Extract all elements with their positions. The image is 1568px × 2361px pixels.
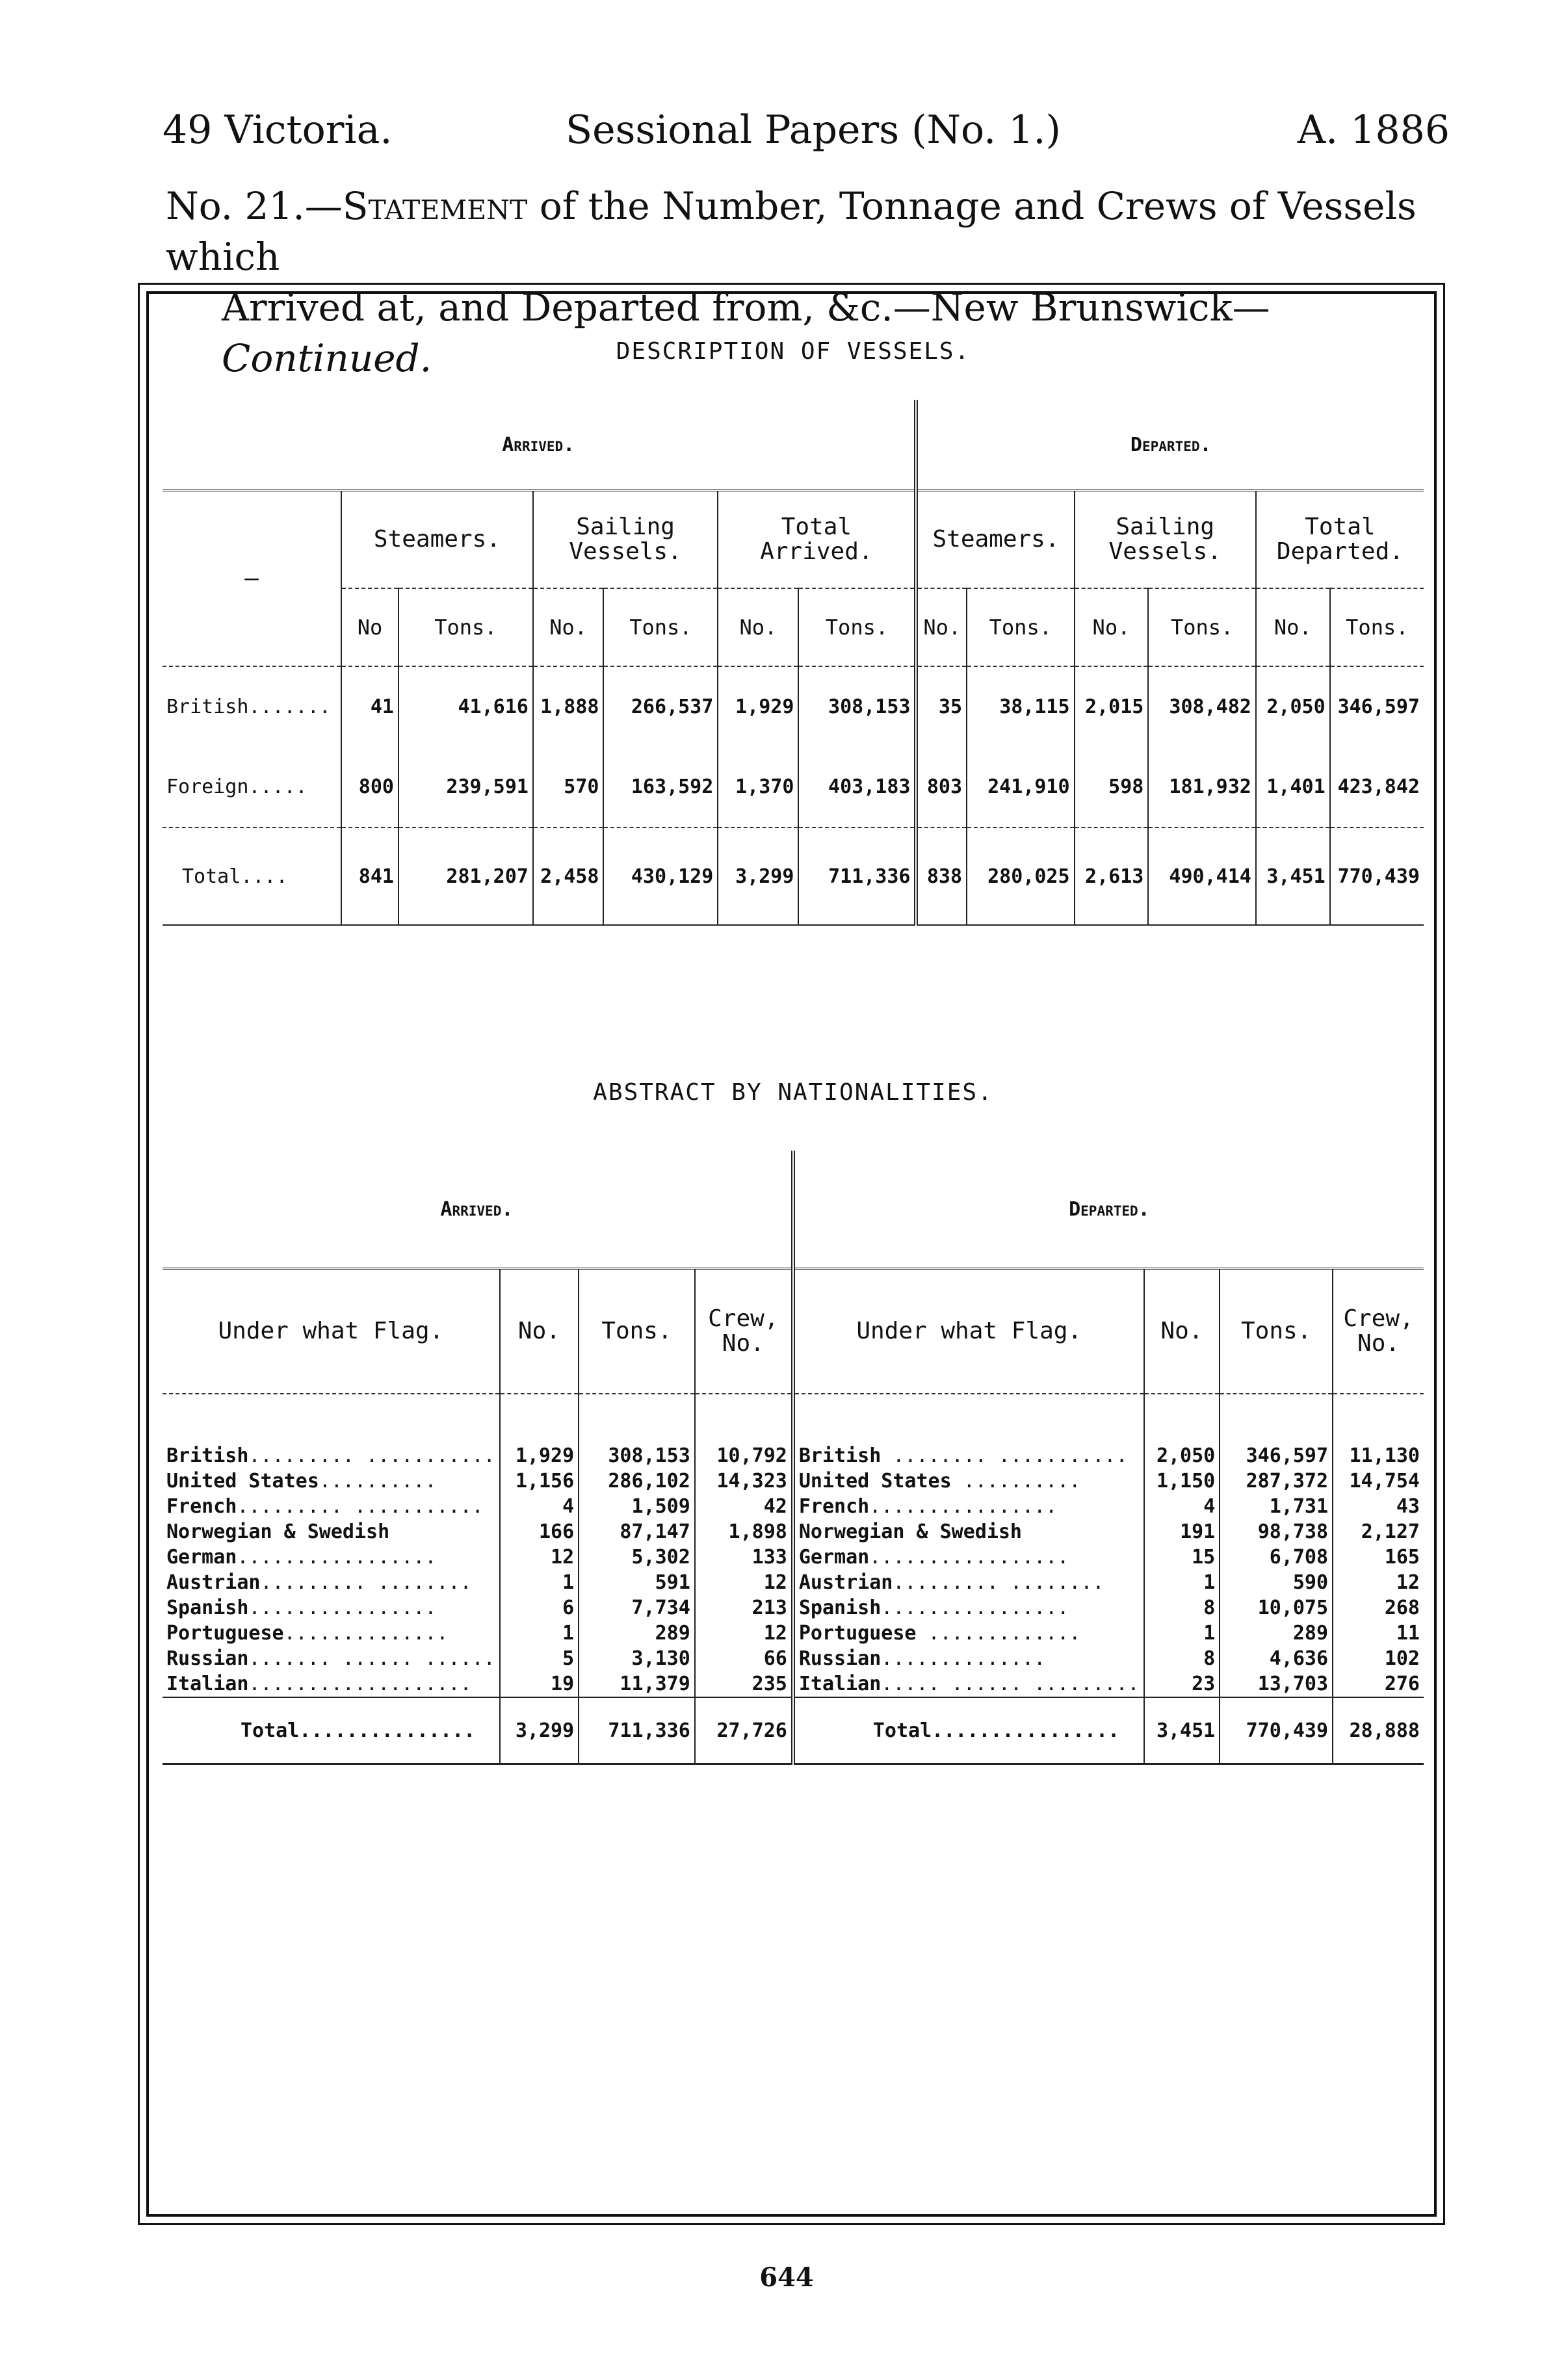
flag-name: British <box>798 1444 882 1467</box>
flag-name: Austrian <box>166 1571 261 1594</box>
leader-dots: .......... <box>951 1470 1081 1493</box>
abstract-title: ABSTRACT BY NATIONALITIES. <box>593 1079 993 1106</box>
table-cell: 308,482 <box>1148 666 1256 747</box>
table-cell: 11,130 <box>1333 1443 1424 1468</box>
flag-cell <box>793 1494 1144 1519</box>
total-cell: 2,458 <box>533 828 604 925</box>
table-cell: 14,323 <box>695 1468 793 1494</box>
table-cell: 1,898 <box>695 1519 793 1545</box>
arr-sailing-header: Sailing Vessels. <box>533 491 718 589</box>
table-cell: 287,372 <box>1220 1468 1333 1494</box>
total-row <box>163 828 1424 925</box>
table-cell: 1,929 <box>500 1443 579 1468</box>
departed-group-header: Departed. <box>916 400 1424 491</box>
unit-header: No. <box>718 588 798 666</box>
table-cell: 41,616 <box>399 666 533 747</box>
flag-name: Portuguese <box>166 1622 284 1645</box>
header-volume: 49 Victoria. <box>163 107 393 153</box>
row-label-header: — <box>163 491 341 667</box>
table-cell: 5,302 <box>579 1545 695 1570</box>
leader-dots: .......... <box>319 1470 437 1493</box>
unit-header: Tons. <box>798 588 916 666</box>
table-cell: 289 <box>1220 1621 1333 1646</box>
unit-header: Tons. <box>603 588 718 666</box>
dep-steamers-header: Steamers. <box>916 491 1074 589</box>
total-label: Total............... <box>163 1697 500 1764</box>
flag-name: German <box>798 1546 870 1569</box>
table-cell: 10,792 <box>695 1443 793 1468</box>
table-cell: 7,734 <box>579 1595 695 1621</box>
unit-header: No. <box>1256 588 1330 666</box>
table-cell: 4 <box>500 1494 579 1519</box>
table-cell: 1,156 <box>500 1468 579 1494</box>
table-cell: 235 <box>695 1671 793 1697</box>
leader-dots: ......... ........ <box>260 1571 472 1594</box>
flag-name: United States <box>166 1470 319 1493</box>
crew-header: Crew, No. <box>695 1269 793 1394</box>
title-continued: Continued. <box>222 336 432 380</box>
table-cell: 10,075 <box>1220 1595 1333 1621</box>
leader-dots: ................ <box>248 1597 437 1619</box>
table-row <box>163 1646 1424 1671</box>
table-cell: 6,708 <box>1220 1545 1333 1570</box>
table-cell: 165 <box>1333 1545 1424 1570</box>
flag-cell <box>163 1494 500 1519</box>
flag-cell <box>163 1570 500 1595</box>
arrived-group-header: Arrived. <box>163 400 916 491</box>
no-header: No. <box>500 1269 579 1394</box>
arr-total-header: Total Arrived. <box>718 491 916 589</box>
table-cell: 12 <box>1333 1570 1424 1595</box>
table-cell: 8 <box>1144 1646 1220 1671</box>
unit-header: Tons. <box>1330 588 1424 666</box>
flag-cell <box>163 1468 500 1494</box>
leader-dots: ..... ...... ......... <box>881 1673 1140 1695</box>
table-cell: 1,731 <box>1220 1494 1333 1519</box>
table-cell: 308,153 <box>798 666 916 747</box>
total-cell: 711,336 <box>798 828 916 925</box>
table-cell: 19 <box>500 1671 579 1697</box>
total-cell: 838 <box>916 828 967 925</box>
flag-name: Spanish <box>166 1597 249 1619</box>
table-cell: 286,102 <box>579 1468 695 1494</box>
flag-cell <box>793 1545 1144 1570</box>
table-cell: 11,379 <box>579 1671 695 1697</box>
total-cell: 3,299 <box>718 828 798 925</box>
table-cell: 4 <box>1144 1494 1220 1519</box>
flag-cell <box>793 1443 1144 1468</box>
table-cell: 1,401 <box>1256 747 1330 828</box>
table-cell: 38,115 <box>967 666 1075 747</box>
table-cell: 241,910 <box>967 747 1075 828</box>
table-row <box>163 1621 1424 1646</box>
flag-cell <box>793 1595 1144 1621</box>
total-cell: 2,613 <box>1075 828 1149 925</box>
table-cell: 133 <box>695 1545 793 1570</box>
table-cell: 12 <box>695 1570 793 1595</box>
total-cell: 711,336 <box>579 1697 695 1764</box>
no-header: No. <box>1144 1269 1220 1394</box>
arr-steamers-header: Steamers. <box>341 491 533 589</box>
flag-header: Under what Flag. <box>163 1269 500 1394</box>
table-cell: 98,738 <box>1220 1519 1333 1545</box>
flag-name: Austrian <box>798 1571 893 1594</box>
table-cell: 1 <box>1144 1570 1220 1595</box>
table-cell: 1 <box>1144 1621 1220 1646</box>
table-cell: 590 <box>1220 1570 1333 1595</box>
table-cell: 266,537 <box>603 666 718 747</box>
total-cell: 27,726 <box>695 1697 793 1764</box>
row-label: Foreign..... <box>163 747 341 828</box>
flag-header: Under what Flag. <box>793 1269 1144 1394</box>
leader-dots: ........ ........... <box>881 1444 1128 1467</box>
table-cell: 276 <box>1333 1671 1424 1697</box>
flag-cell <box>163 1646 500 1671</box>
flag-name: Portuguese <box>798 1622 917 1645</box>
table-cell: 6 <box>500 1595 579 1621</box>
unit-header: No <box>341 588 399 666</box>
flag-name: British <box>166 1444 249 1467</box>
unit-header: No. <box>916 588 967 666</box>
table-cell: 41 <box>341 666 399 747</box>
table-cell: 8 <box>1144 1595 1220 1621</box>
table-cell: 1,509 <box>579 1494 695 1519</box>
table-cell: 5 <box>500 1646 579 1671</box>
table-row <box>163 747 1424 828</box>
table-cell: 2,050 <box>1144 1443 1220 1468</box>
total-cell: 490,414 <box>1148 828 1256 925</box>
dep-sailing-header: Sailing Vessels. <box>1075 491 1256 589</box>
title-prefix: No. 21.— <box>166 184 343 228</box>
flag-cell <box>163 1443 500 1468</box>
table-row <box>163 1494 1424 1519</box>
description-table <box>163 400 1424 926</box>
total-row <box>163 1697 1424 1764</box>
flag-cell <box>793 1570 1144 1595</box>
table-row <box>163 1595 1424 1621</box>
table-cell: 163,592 <box>603 747 718 828</box>
flag-name: Russian <box>166 1647 249 1670</box>
table-cell: 3,130 <box>579 1646 695 1671</box>
leader-dots: ................ <box>881 1597 1069 1619</box>
leader-dots: ................. <box>237 1546 437 1569</box>
flag-cell <box>163 1671 500 1697</box>
table-cell: 213 <box>695 1595 793 1621</box>
table-cell: 346,597 <box>1220 1443 1333 1468</box>
table-cell: 423,842 <box>1330 747 1424 828</box>
table-cell: 12 <box>500 1545 579 1570</box>
table-cell: 14,754 <box>1333 1468 1424 1494</box>
table-cell: 11 <box>1333 1621 1424 1646</box>
table-cell: 1 <box>500 1621 579 1646</box>
table-cell: 803 <box>916 747 967 828</box>
table-cell: 102 <box>1333 1646 1424 1671</box>
title-statement-word: Statement <box>342 184 528 228</box>
table-cell: 12 <box>695 1621 793 1646</box>
table-cell: 1,150 <box>1144 1468 1220 1494</box>
table-row <box>163 1468 1424 1494</box>
page-header <box>163 107 1450 159</box>
leader-dots: ................ <box>869 1495 1058 1518</box>
leader-dots: ......... ........ <box>893 1571 1104 1594</box>
total-cell: 3,299 <box>500 1697 579 1764</box>
table-cell: 1,929 <box>718 666 798 747</box>
flag-cell <box>163 1621 500 1646</box>
description-title: DESCRIPTION OF VESSELS. <box>616 338 971 365</box>
flag-name: French <box>166 1495 237 1518</box>
flag-cell <box>793 1621 1144 1646</box>
table-cell: 166 <box>500 1519 579 1545</box>
leader-dots: ......... ........... <box>248 1444 495 1467</box>
table-cell: 181,932 <box>1148 747 1256 828</box>
leader-dots: ....... ...... ...... <box>248 1647 495 1670</box>
table-cell: 308,153 <box>579 1443 695 1468</box>
leader-dots: .............. <box>881 1647 1046 1670</box>
title-line2: Arrived at, and Departed from, &c.—New Brunswick— <box>222 285 1270 330</box>
table-row <box>163 1545 1424 1570</box>
row-label: British....... <box>163 666 341 747</box>
abstract-departed-header: Departed. <box>793 1151 1424 1269</box>
table-row <box>163 1570 1424 1595</box>
table-cell: 13,703 <box>1220 1671 1333 1697</box>
unit-header: Tons. <box>399 588 533 666</box>
flag-name: French <box>798 1495 870 1518</box>
total-cell: 770,439 <box>1330 828 1424 925</box>
table-cell: 87,147 <box>579 1519 695 1545</box>
total-label: Total................ <box>793 1697 1144 1764</box>
table-row <box>163 1671 1424 1697</box>
unit-header: No. <box>1075 588 1149 666</box>
flag-cell <box>163 1545 500 1570</box>
flag-cell <box>793 1468 1144 1494</box>
unit-header: Tons. <box>967 588 1075 666</box>
dep-total-header: Total Departed. <box>1256 491 1424 589</box>
total-cell: 770,439 <box>1220 1697 1333 1764</box>
unit-header: Tons. <box>1148 588 1256 666</box>
abstract-arrived-header: Arrived. <box>163 1151 793 1269</box>
tons-header: Tons. <box>579 1269 695 1394</box>
flag-name: Norwegian & Swedish <box>798 1520 1022 1543</box>
total-cell: 3,451 <box>1256 828 1330 925</box>
title-line1: of the Number, Tonnage and Crews of Vessels which <box>166 184 1417 279</box>
table-cell: 23 <box>1144 1671 1220 1697</box>
leader-dots: ......... ........... <box>237 1495 484 1518</box>
table-cell: 1,370 <box>718 747 798 828</box>
table-row <box>163 1519 1424 1545</box>
table-cell: 239,591 <box>399 747 533 828</box>
flag-cell <box>793 1519 1144 1545</box>
flag-cell <box>793 1646 1144 1671</box>
total-cell: 281,207 <box>399 828 533 925</box>
flag-cell <box>163 1519 500 1545</box>
table-cell: 598 <box>1075 747 1149 828</box>
table-cell: 2,050 <box>1256 666 1330 747</box>
leader-dots: .............. <box>283 1622 449 1645</box>
total-cell: 28,888 <box>1333 1697 1424 1764</box>
table-cell: 591 <box>579 1570 695 1595</box>
table-cell: 1,888 <box>533 666 604 747</box>
table-cell: 570 <box>533 747 604 828</box>
flag-name: Norwegian & Swedish <box>166 1520 390 1543</box>
table-cell: 346,597 <box>1330 666 1424 747</box>
flag-cell <box>793 1671 1144 1697</box>
tons-header: Tons. <box>1220 1269 1333 1394</box>
table-row <box>163 666 1424 747</box>
total-cell: 841 <box>341 828 399 925</box>
table-cell: 403,183 <box>798 747 916 828</box>
table-cell: 800 <box>341 747 399 828</box>
header-series: Sessional Papers (No. 1.) <box>566 107 1061 153</box>
table-cell: 191 <box>1144 1519 1220 1545</box>
table-cell: 43 <box>1333 1494 1424 1519</box>
flag-cell <box>163 1595 500 1621</box>
leader-dots: ............. <box>916 1622 1081 1645</box>
flag-name: Italian <box>798 1673 882 1695</box>
table-row <box>163 1443 1424 1468</box>
total-cell: 280,025 <box>967 828 1075 925</box>
table-cell: 15 <box>1144 1545 1220 1570</box>
abstract-table <box>163 1151 1424 1765</box>
table-cell: 268 <box>1333 1595 1424 1621</box>
leader-dots: ................... <box>248 1673 472 1695</box>
total-cell: 3,451 <box>1144 1697 1220 1764</box>
table-cell: 4,636 <box>1220 1646 1333 1671</box>
flag-name: Spanish <box>798 1597 882 1619</box>
total-cell: 430,129 <box>603 828 718 925</box>
flag-name: Russian <box>798 1647 882 1670</box>
flag-name: United States <box>798 1470 952 1493</box>
total-label: Total.... <box>163 828 341 925</box>
flag-name: Italian <box>166 1673 249 1695</box>
table-cell: 35 <box>916 666 967 747</box>
table-cell: 289 <box>579 1621 695 1646</box>
table-cell: 2,127 <box>1333 1519 1424 1545</box>
leader-dots: ................. <box>869 1546 1069 1569</box>
page-number: 644 <box>759 2262 814 2293</box>
header-year: A. 1886 <box>1297 107 1450 153</box>
table-cell: 1 <box>500 1570 579 1595</box>
flag-name: German <box>166 1546 237 1569</box>
unit-header: No. <box>533 588 604 666</box>
table-cell: 66 <box>695 1646 793 1671</box>
table-cell: 42 <box>695 1494 793 1519</box>
crew-header: Crew, No. <box>1333 1269 1424 1394</box>
table-cell: 2,015 <box>1075 666 1149 747</box>
